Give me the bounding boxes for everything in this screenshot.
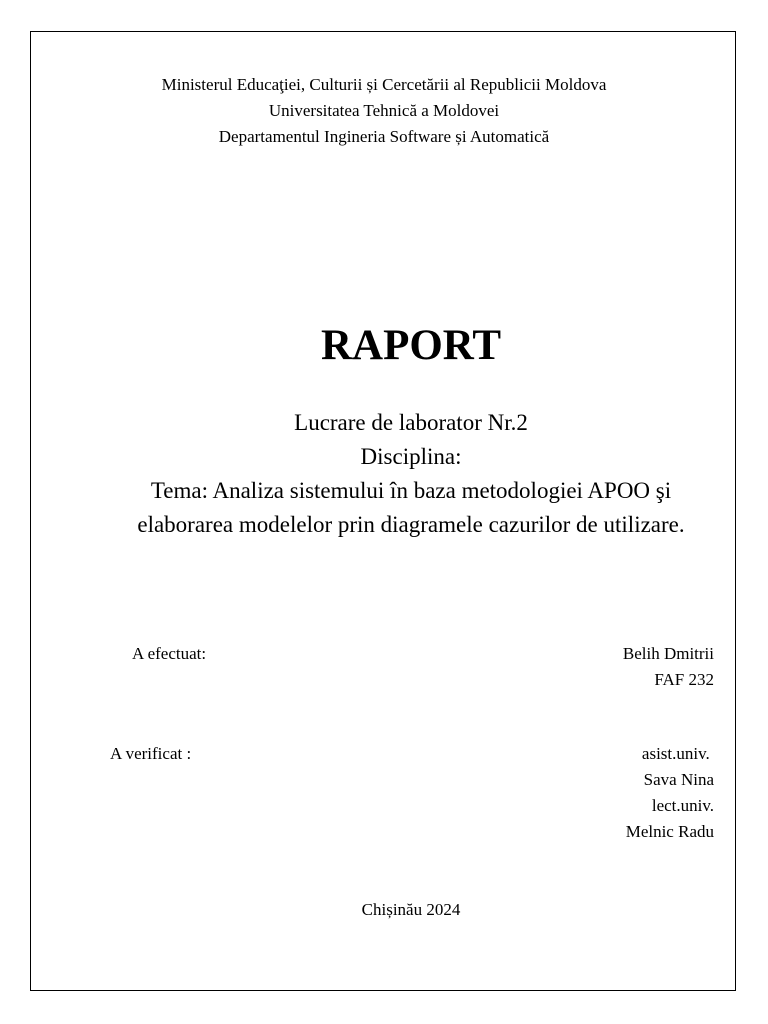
student-name: Belih Dmitrii bbox=[622, 644, 714, 663]
performed-names bbox=[623, 641, 714, 693]
discipline-line: Disciplina: bbox=[360, 444, 462, 469]
department-line: Departamentul Ingineria Software și Automatică bbox=[218, 127, 550, 146]
place-year: Chișinău 2024 bbox=[361, 900, 461, 919]
verifier-title-2: lect.univ. bbox=[651, 796, 714, 815]
university-line: Universitatea Tehnică a Moldovei bbox=[268, 101, 500, 120]
theme-line-1: Tema: Analiza sistemului în baza metodologiei APOO şi bbox=[150, 478, 672, 503]
verified-label: A verificat : bbox=[110, 744, 192, 763]
theme-line-2: elaborarea modelelor prin diagramele cazurilor de utilizare. bbox=[137, 512, 685, 537]
institution-header bbox=[0, 72, 768, 150]
performed-label: A efectuat: bbox=[132, 644, 207, 663]
ministry-line: Ministerul Educaţiei, Culturii și Cercetării al Republicii Moldova bbox=[161, 75, 607, 94]
lab-number: Lucrare de laborator Nr.2 bbox=[294, 410, 528, 435]
verified-names bbox=[626, 741, 714, 845]
verifier-name-1: Sava Nina bbox=[643, 770, 714, 789]
lab-info bbox=[0, 406, 768, 542]
student-group: FAF 232 bbox=[654, 670, 714, 689]
verifier-name-2: Melnic Radu bbox=[625, 822, 714, 841]
verifier-title-1: asist.univ. bbox=[641, 744, 714, 763]
report-title: RAPORT bbox=[320, 322, 502, 369]
